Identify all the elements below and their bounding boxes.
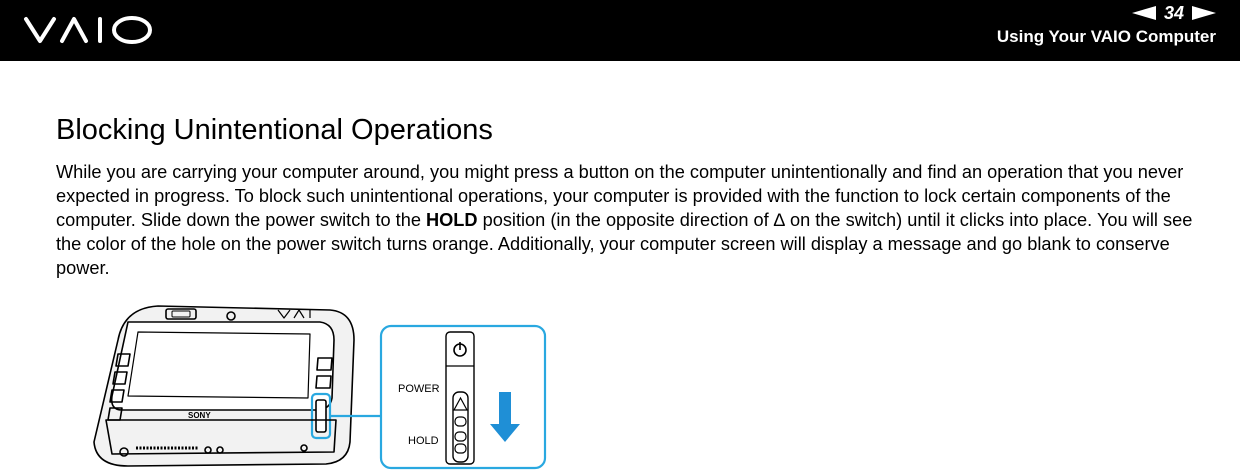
page-number: 34 — [1163, 2, 1184, 23]
paragraph-text: While you are carrying your computer around, you might press a button on the computer unintentionally and find an operation that you never expected in progress. To block such unintentional operations, your computer is provided with the function to lock certain components of the computer. Slide down the power switch to the — [56, 162, 1184, 230]
hold-keyword: HOLD — [426, 210, 478, 230]
power-label: POWER — [398, 383, 440, 395]
vaio-logo-icon — [22, 9, 162, 49]
device-illustration — [88, 300, 548, 470]
device-brand-logo: SONY — [188, 411, 211, 420]
hold-label: HOLD — [408, 435, 439, 447]
section-title: Using Your VAIO Computer — [996, 27, 1216, 46]
page-title: Blocking Unintentional Operations — [56, 114, 493, 146]
body-paragraph — [56, 160, 1216, 280]
arrow-right-icon[interactable] — [1192, 6, 1216, 20]
paragraph-text: position (in the opposite direction of — [477, 210, 774, 230]
triangle-symbol: ∆ — [773, 210, 785, 230]
computer-illustration — [94, 306, 354, 466]
page-navigation — [1132, 0, 1216, 26]
page-header — [0, 0, 1240, 61]
power-switch-callout — [381, 326, 545, 468]
arrow-left-icon[interactable] — [1132, 6, 1156, 20]
paragraph-text: on the switch) until it clicks into place. You will see the color of the hole on the power switch turns orange. Additionally, your computer screen will display a message and go blank to conserve power. — [56, 210, 1193, 278]
